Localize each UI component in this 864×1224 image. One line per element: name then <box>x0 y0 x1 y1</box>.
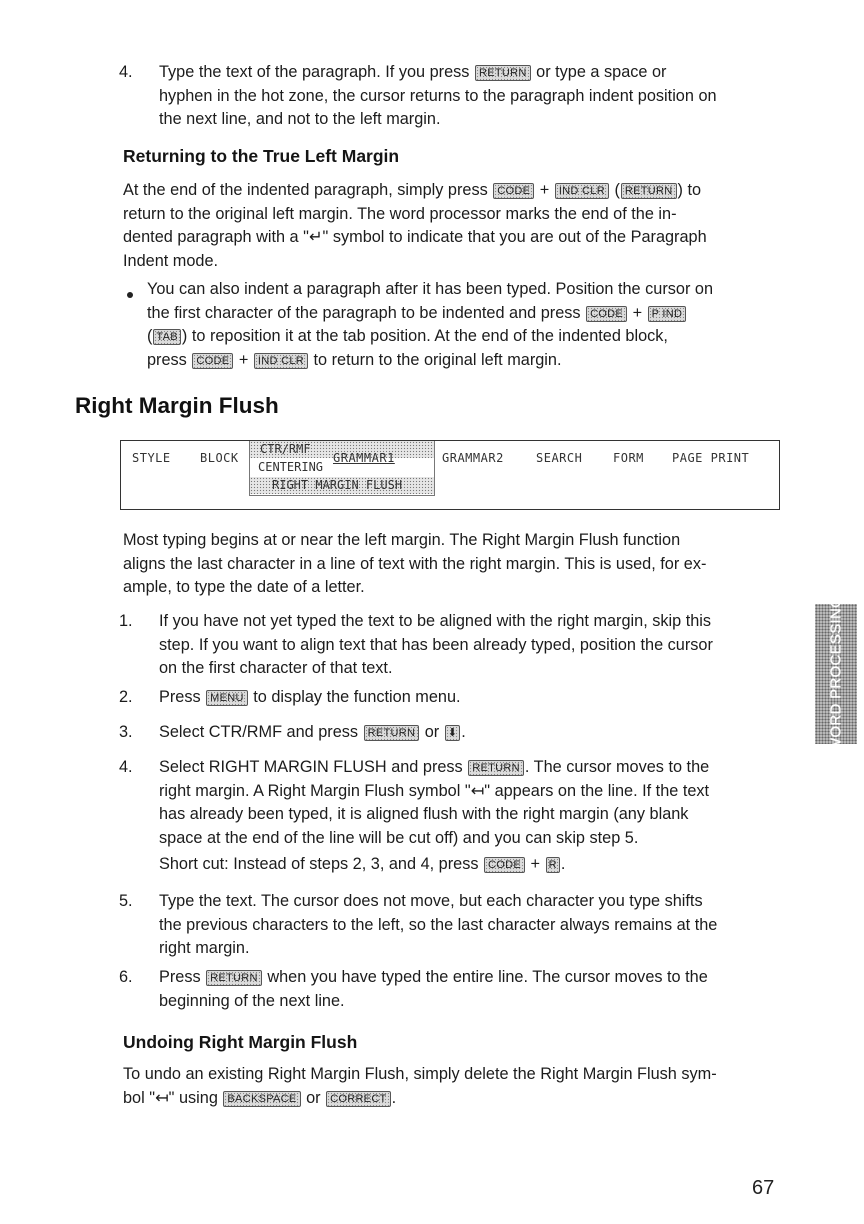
step-3-text: Select CTR/RMF and press RETURN or ⬇ . <box>159 723 466 741</box>
r-key: R <box>546 857 560 873</box>
step-number: 1. <box>119 612 133 630</box>
menu-item-grammar1: GRAMMAR1 <box>333 451 395 465</box>
down-arrow-key: ⬇ <box>445 725 461 741</box>
undo-paragraph: To undo an existing Right Margin Flush, simply delete the Right Margin Flush sym- bol "↤" using BACKSPACE or CORRECT . <box>123 1065 717 1107</box>
return-key: RETURN <box>621 183 677 199</box>
menu-item-page-print: PAGE PRINT <box>672 451 750 465</box>
step-number: 5. <box>119 892 133 910</box>
return-key: RETURN <box>468 760 524 776</box>
section-heading: Right Margin Flush <box>75 393 279 418</box>
menu-item-search: SEARCH <box>536 451 583 465</box>
section-heading: Returning to the True Left Margin <box>123 146 400 166</box>
menu-key: MENU <box>206 690 248 706</box>
dropdown-item-right-margin-flush: RIGHT MARGIN FLUSH <box>250 477 434 494</box>
bullet-paragraph: You can also indent a paragraph after it has been typed. Position the cursor on the first character of the paragraph to be indented and press CODE + P IND ( TAB ) to reposition it at the tab position. At the end of the indented block, press CODE + IND CLR to return to the original left margin. <box>147 280 714 369</box>
bullet <box>127 292 133 298</box>
menu-dropdown <box>249 441 435 496</box>
step-number: 2. <box>119 688 133 706</box>
backspace-key: BACKSPACE <box>223 1091 300 1107</box>
step-number: 3. <box>119 723 133 741</box>
step-2-text: Press MENU to display the function menu. <box>159 688 461 706</box>
menu-item-grammar2: GRAMMAR2 <box>442 451 504 465</box>
code-key: CODE <box>484 857 525 873</box>
return-key: RETURN <box>475 65 531 81</box>
page-number: 67 <box>752 1177 775 1199</box>
step-5-text: Type the text. The cursor does not move, but each character you type shifts the previous characters to the left, so the last character always remains at the right margin. <box>159 892 718 958</box>
menu-item-style: STYLE <box>132 451 171 465</box>
dropdown-item-centering: CENTERING <box>250 459 434 476</box>
step-6-text: Press RETURN when you have typed the entire line. The cursor moves to the beginning of the next line. <box>159 968 708 1010</box>
code-key: CODE <box>192 353 233 369</box>
shortcut-note: Short cut: Instead of steps 2, 3, and 4, press CODE + R . <box>159 855 566 873</box>
code-key: CODE <box>586 306 627 322</box>
paragraph: At the end of the indented paragraph, simply press CODE + IND CLR ( RETURN ) to return to the original left margin. The word processor marks the end of the in- dented paragraph with a "↵" symbol to indicate that you are out of the Paragraph Indent mode. <box>123 181 707 270</box>
correct-key: CORRECT <box>326 1091 391 1107</box>
step-number: 4. <box>119 63 133 81</box>
step-4-text: Type the text of the paragraph. If you press RETURN or type a space or hyphen in the hot zone, the cursor returns to the paragraph indent position on the next line, and not to the left margin. <box>159 63 717 129</box>
return-key: RETURN <box>364 725 420 741</box>
ind-clr-key: IND CLR <box>254 353 308 369</box>
menu-item-block: BLOCK <box>200 451 239 465</box>
return-key: RETURN <box>206 970 262 986</box>
tab-key: TAB <box>153 329 180 345</box>
section-heading: Undoing Right Margin Flush <box>123 1032 358 1052</box>
chapter-side-tab <box>815 595 857 753</box>
code-key: CODE <box>493 183 534 199</box>
function-menu-screen <box>120 440 780 510</box>
step-number: 6. <box>119 968 133 986</box>
menu-item-form: FORM <box>613 451 644 465</box>
menu-item-ctr-rmf: CTR/RMF <box>250 441 434 458</box>
step-1-text: If you have not yet typed the text to be aligned with the right margin, skip this step. If you want to align text that has been already typed, position the cursor on the first character of that text. <box>159 612 713 678</box>
p-ind-key: P IND <box>648 306 687 322</box>
intro-paragraph: Most typing begins at or near the left margin. The Right Margin Flush function aligns the last character in a line of text with the right margin. This is used, for ex- ample, to type the date of a letter. <box>123 531 707 597</box>
step-4-text: Select RIGHT MARGIN FLUSH and press RETURN . The cursor moves to the right margin. A Right Margin Flush symbol "↤" appears on the line. If the text has already been typed, it is aligned flush with the right margin (any blank space at the end of the line will be cut off) and you can skip step 5. <box>159 758 710 847</box>
side-tab-label: WORD PROCESSING <box>827 595 845 753</box>
step-number: 4. <box>119 758 133 776</box>
ind-clr-key: IND CLR <box>555 183 609 199</box>
